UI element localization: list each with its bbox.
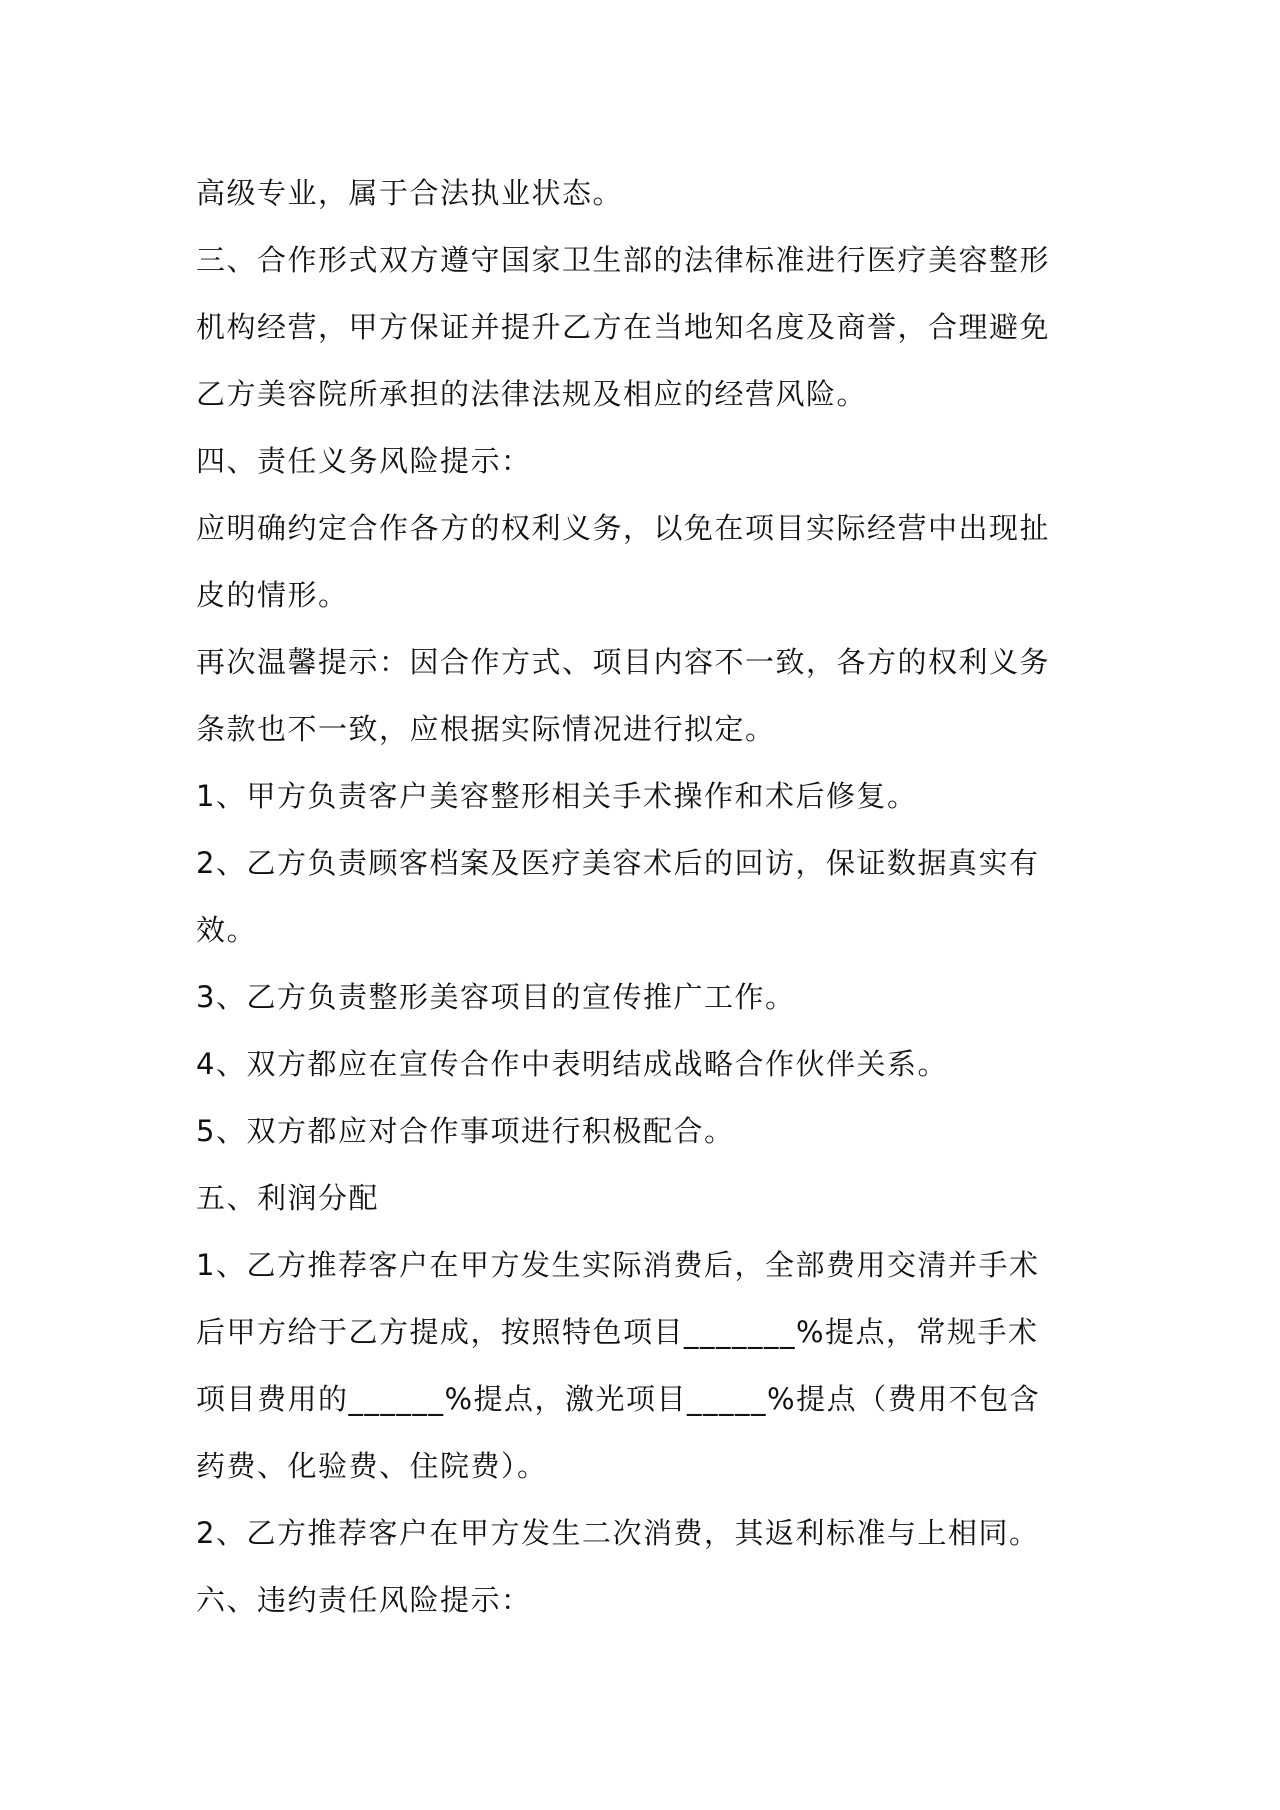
section-three-heading: 三、合作形式双方遵守国家卫生部的法律标准进行医疗美容整形 — [196, 243, 1051, 277]
text-line: 高级专业，属于合法执业状态。 — [196, 176, 624, 210]
text-line: 机构经营，甲方保证并提升乙方在当地知名度及商誉，合理避免 — [196, 310, 1051, 344]
text-line: 项目费用的______%提点，激光项目_____%提点（费用不包含 — [196, 1382, 1041, 1416]
clause-item: 4、双方都应在宣传合作中表明结成战略合作伙伴关系。 — [196, 1047, 948, 1081]
text-line: 后甲方给于乙方提成，按照特色项目_______%提点，常规手术 — [196, 1315, 1039, 1349]
reminder-text: 再次温馨提示：因合作方式、项目内容不一致，各方的权利义务 — [196, 645, 1051, 679]
text-line: 药费、化验费、住院费）。 — [196, 1449, 548, 1483]
clause-item: 3、乙方负责整形美容项目的宣传推广工作。 — [196, 980, 796, 1014]
text-line: 条款也不一致，应根据实际情况进行拟定。 — [196, 712, 776, 746]
text-line: 皮的情形。 — [196, 578, 349, 612]
clause-item: 1、乙方推荐客户在甲方发生实际消费后，全部费用交清并手术 — [196, 1248, 1040, 1282]
clause-item: 5、双方都应对合作事项进行积极配合。 — [196, 1114, 735, 1148]
section-four-heading: 四、责任义务风险提示： — [196, 444, 532, 478]
clause-item: 2、乙方负责顾客档案及医疗美容术后的回访，保证数据真实有 — [196, 846, 1040, 880]
text-line: 乙方美容院所承担的法律法规及相应的经营风险。 — [196, 377, 868, 411]
document-body — [196, 160, 1092, 1634]
clause-item: 1、甲方负责客户美容整形相关手术操作和术后修复。 — [196, 779, 918, 813]
text-line: 效。 — [196, 913, 258, 947]
text-line: 应明确约定合作各方的权利义务，以免在项目实际经营中出现扯 — [196, 511, 1051, 545]
section-six-heading: 六、违约责任风险提示： — [196, 1583, 532, 1617]
clause-item: 2、乙方推荐客户在甲方发生二次消费，其返利标准与上相同。 — [196, 1516, 1040, 1550]
section-five-heading: 五、利润分配 — [196, 1181, 380, 1215]
